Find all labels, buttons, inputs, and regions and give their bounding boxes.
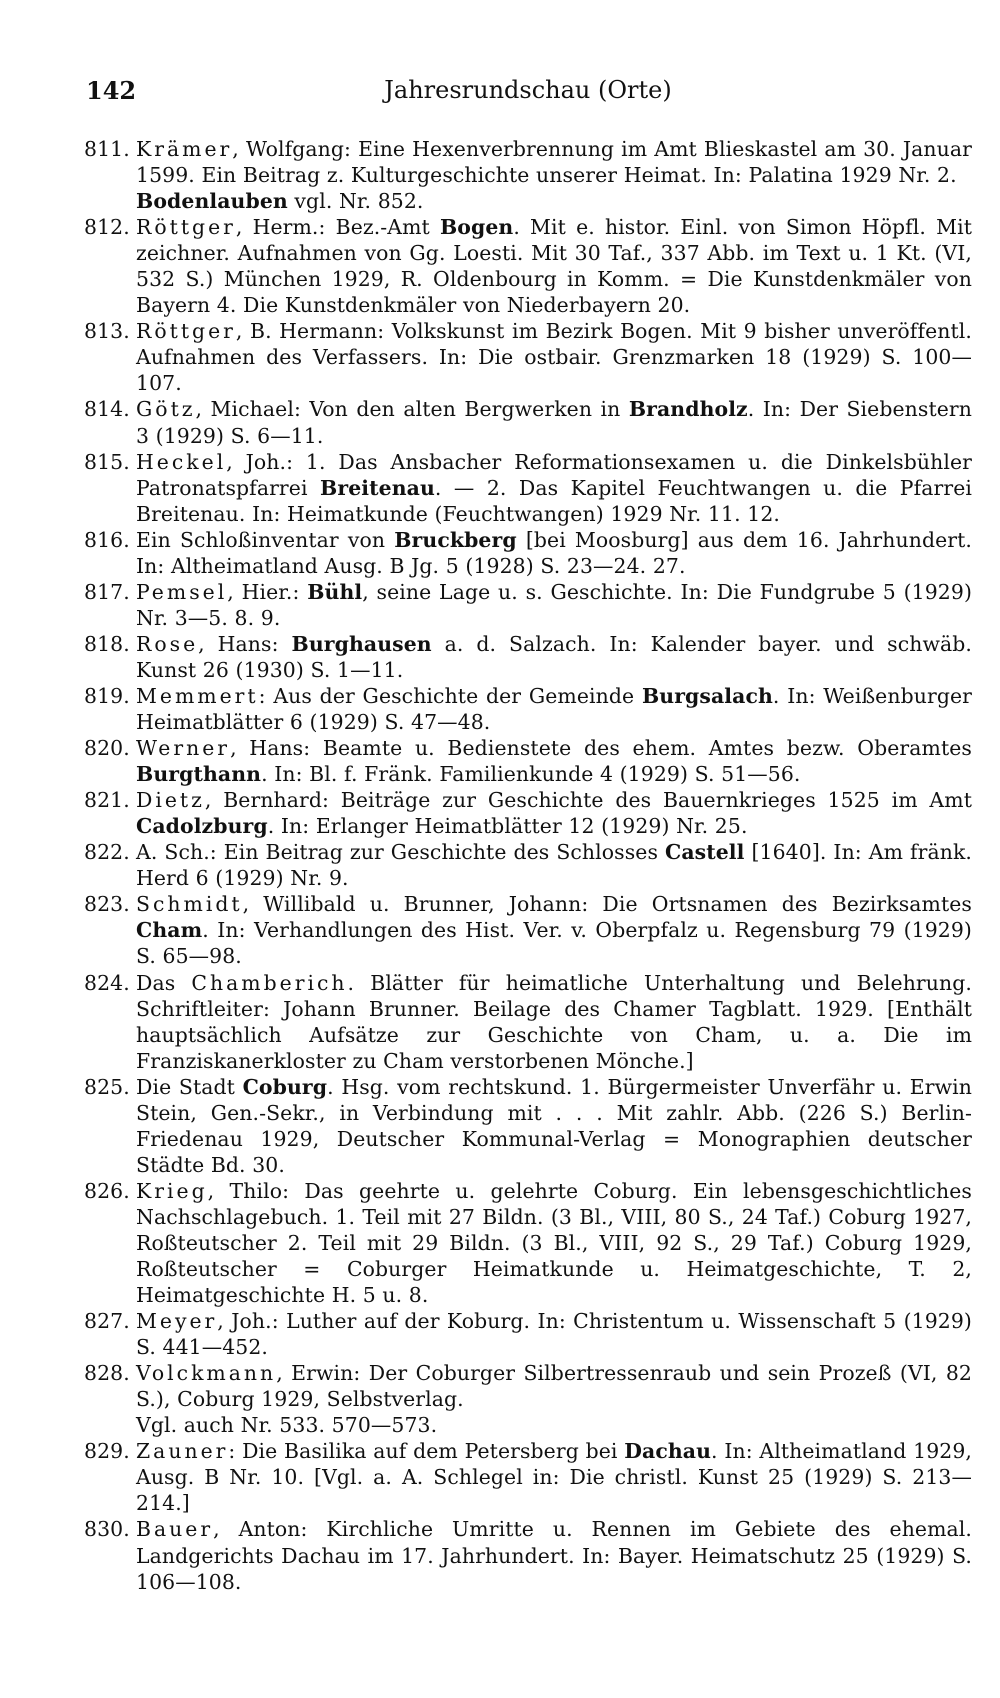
entry-text: . Blätter für heimatliche Unterhaltung und Belehrung. Schriftleiter: Johann Brunner. Beilage des Chamer Tagblatt. 1929. [Enthält hauptsächlich Aufsätze zur Geschichte von Cham, u. a. Die im Franziskanerkloster zu Cham verstorbenen Mönche.]	[136, 970, 972, 1073]
place-name: Breitenau	[320, 475, 435, 500]
bibliography-entry	[84, 579, 972, 631]
author-name: Dietz	[136, 788, 205, 813]
bibliography-entry	[84, 527, 972, 579]
entry-text: , Willibald u. Brunner, Johann: Die Ortsnamen des Bezirksamtes	[242, 892, 972, 917]
bibliography-entry	[84, 1516, 972, 1594]
entry-text: , B. Hermann: Volkskunst im Bezirk Bogen. Mit 9 bisher unveröffentl. Aufnahmen des Verfassers. In: Die ostbair. Grenzmarken 18 (1929) S. 100—107.	[136, 319, 972, 396]
bibliography-entry	[84, 396, 972, 448]
entry-number: 812.	[84, 215, 130, 240]
entry-text: . In: Bl. f. Fränk. Familienkunde 4 (1929) S. 51—56.	[261, 762, 801, 787]
place-name: Brandholz	[628, 397, 748, 422]
place-name: Bogen	[439, 215, 514, 240]
entry-number: 813.	[84, 319, 130, 344]
place-name: Cham	[136, 918, 203, 943]
place-name: Burgsalach	[641, 683, 773, 708]
place-name: Burghausen	[291, 631, 432, 656]
entry-text: Das	[136, 970, 192, 995]
entry-text: , Bernhard: Beiträge zur Geschichte des Bauernkrieges 1525 im Amt	[204, 788, 972, 813]
entry-text: . Mit e. histor. Einl. von Simon Höpfl. Mit zeichner. Aufnahmen von Gg. Loesti. Mit 30 Taf., 337 Abb. im Text u. 1 Kt. (VI, 532 S.) München 1929, R. Oldenbourg in Komm. = Die Kunstdenkmäler von Bayern 4. Die Kunstdenkmäler von Niederbayern 20.	[136, 215, 972, 318]
page-number: 142	[86, 76, 137, 105]
bibliography-entry	[84, 214, 972, 318]
place-name: Dachau	[624, 1439, 712, 1464]
bibliography-entry	[84, 1308, 972, 1360]
author-name: Götz	[136, 397, 196, 422]
entry-text: , seine Lage u. s. Geschichte. In: Die Fundgrube 5 (1929) Nr. 3—5. 8. 9.	[136, 579, 973, 630]
entry-number: 811.	[84, 137, 130, 161]
place-name: Coburg	[242, 1074, 328, 1099]
entry-number: 815.	[84, 449, 130, 474]
entry-number: 829.	[84, 1439, 130, 1464]
entry-number: 816.	[84, 527, 130, 552]
author-name: Schmidt	[136, 892, 243, 917]
bibliography-entry	[84, 631, 972, 683]
entry-text: , Joh.: Luther auf der Koburg. In: Christentum u. Wissenschaft 5 (1929) S. 441—452.	[136, 1309, 972, 1360]
entry-number: 823.	[84, 892, 130, 917]
entry-text: . In: Erlanger Heimatblätter 12 (1929) Nr. 25.	[267, 814, 748, 839]
entry-text: , Joh.: 1. Das Ansbacher Reformationsexamen u. die Dinkelsbühler Patronatspfarrei	[136, 449, 972, 500]
bibliography-entry	[84, 787, 972, 839]
author-name: Chamberich	[191, 970, 348, 995]
bibliography-entry	[84, 1074, 972, 1178]
place-name: Bruckberg	[394, 527, 517, 552]
entry-text: : Die Basilika auf dem Petersberg bei	[228, 1439, 625, 1464]
entry-number: 827.	[84, 1309, 130, 1334]
page-header	[86, 72, 970, 112]
entry-text: Die Stadt	[136, 1074, 243, 1099]
bibliography-list	[84, 136, 972, 1595]
entry-number: 824.	[84, 970, 130, 995]
bibliography-entry	[84, 970, 972, 1074]
bibliography-entry	[84, 839, 972, 891]
entry-text: , Michael: Von den alten Bergwerken in	[195, 397, 629, 422]
place-name: Cadolzburg	[136, 814, 268, 839]
bibliography-entry	[84, 1360, 972, 1438]
place-name: Burgthann	[136, 762, 262, 787]
author-name: Krämer	[136, 137, 233, 161]
author-name: Rose	[136, 631, 199, 656]
entry-number: 814.	[84, 397, 130, 422]
entry-text: , Erwin: Der Coburger Silbertressenraub und sein Prozeß (VI, 82 S.), Coburg 1929, Selbstverlag.	[136, 1361, 972, 1412]
entry-text: Vgl. auch Nr. 533. 570—573.	[136, 1413, 438, 1438]
author-name: Bauer	[136, 1517, 214, 1542]
entry-text: . In: Verhandlungen des Hist. Ver. v. Oberpfalz u. Regensburg 79 (1929) S. 65—98.	[136, 918, 972, 969]
place-name: Castell	[664, 840, 745, 865]
bibliography-entry	[84, 735, 972, 787]
bibliography-entry	[84, 1438, 972, 1516]
bibliography-entry	[84, 1178, 972, 1308]
author-name: Röttger	[136, 215, 236, 240]
author-name: Werner	[136, 736, 231, 761]
entry-text: , Herm.: Bez.-Amt	[235, 215, 440, 240]
entry-number: 820.	[84, 736, 130, 761]
entry-text: . In: Der Siebenstern 3 (1929) S. 6—11.	[136, 397, 973, 448]
author-name: Krieg	[136, 1178, 208, 1203]
entry-number: 826.	[84, 1178, 130, 1203]
entry-text: . — 2. Das Kapitel Feuchtwangen u. die Pfarrei Breitenau. In: Heimatkunde (Feuchtwangen) 1929 Nr. 11. 12.	[136, 475, 972, 526]
entry-text: , Anton: Kirchliche Umritte u. Rennen im Gebiete des ehemal. Landgerichts Dachau im 17. Jahrhundert. In: Bayer. Heimatschutz 25 (1929) S. 106—108.	[136, 1517, 972, 1594]
entry-number: 825.	[84, 1074, 130, 1099]
entry-text: vgl. Nr. 852.	[287, 189, 424, 214]
entry-number: 822.	[84, 840, 130, 865]
entry-number: 817.	[84, 579, 130, 604]
entry-text: . In: Weißenburger Heimatblätter 6 (1929) S. 47—48.	[136, 683, 972, 735]
entry-number: 828.	[84, 1361, 130, 1386]
bibliography-entry	[84, 318, 972, 396]
place-name: Bühl	[307, 579, 363, 604]
entry-text: , Hans:	[198, 631, 292, 656]
entry-number: 821.	[84, 788, 130, 813]
entry-text: , Hier.:	[227, 579, 308, 604]
entry-text: , Thilo: Das geehrte u. gelehrte Coburg. Ein lebensgeschichtliches Nachschlagebuch. 1. Teil mit 27 Bildn. (3 Bl., VIII, 80 S., 24 Taf.) Coburg 1927, Roßteutscher 2. Teil mit 29 Bildn. (3 Bl., VIII, 92 S., 29 Taf.) Coburg 1929, Roßteutscher = Coburger Heimatkunde u. Heimatgeschichte, T. 2, Heimatgeschichte H. 5 u. 8.	[136, 1178, 972, 1308]
running-title: Jahresrundschau (Orte)	[384, 76, 672, 104]
entry-number: 830.	[84, 1517, 130, 1542]
author-name: Röttger	[136, 319, 236, 344]
bibliography-entry	[84, 449, 972, 527]
place-name: Bodenlauben	[136, 189, 288, 214]
author-name: Zauner	[136, 1439, 229, 1464]
bibliography-entry	[84, 891, 972, 969]
entry-number: 819.	[84, 683, 130, 708]
entry-text: , Hans: Beamte u. Bedienstete des ehem. Amtes bezw. Oberamtes	[230, 736, 972, 761]
entry-text: : Aus der Geschichte der Gemeinde	[258, 683, 642, 708]
entry-text: [1640]. In: Am fränk. Herd 6 (1929) Nr. 9.	[136, 840, 972, 891]
bibliography-entry	[84, 136, 972, 214]
author-name: Volckmann	[136, 1361, 277, 1386]
entry-text: a. d. Salzach. In: Kalender bayer. und schwäb. Kunst 26 (1930) S. 1—11.	[136, 631, 972, 682]
entry-text: . In: Altheimatland 1929, Ausg. B Nr. 10. [Vgl. a. A. Schlegel in: Die christl. Kunst 25 (1929) S. 213—214.]	[136, 1439, 972, 1516]
entry-text: A. Sch.: Ein Beitrag zur Geschichte des Schlosses	[136, 840, 665, 865]
bibliography-entry	[84, 683, 972, 735]
author-name: Heckel	[136, 449, 227, 474]
author-name: Pemsel	[136, 579, 228, 604]
author-name: Meyer	[136, 1309, 218, 1334]
entry-text: , Wolfgang: Eine Hexenverbrennung im Amt Blieskastel am 30. Januar 1599. Ein Beitrag z. Kulturgeschichte unserer Heimat. In: Palatina 1929 Nr. 2.	[136, 137, 972, 188]
entry-text: [bei Moosburg] aus dem 16. Jahrhundert. In: Altheimatland Ausg. B Jg. 5 (1928) S. 23—24. 27.	[136, 527, 972, 578]
entry-number: 818.	[84, 631, 130, 656]
entry-text: . Hsg. vom rechtskund. 1. Bürgermeister Unverfähr u. Erwin Stein, Gen.-Sekr., in Verbindung mit . . . Mit zahlr. Abb. (226 S.) Berlin-Friedenau 1929, Deutscher Kommunal-Verlag = Monographien deutscher Städte Bd. 30.	[136, 1074, 972, 1177]
author-name: Memmert	[136, 683, 259, 708]
entry-text: Ein Schloßinventar von	[136, 527, 395, 552]
